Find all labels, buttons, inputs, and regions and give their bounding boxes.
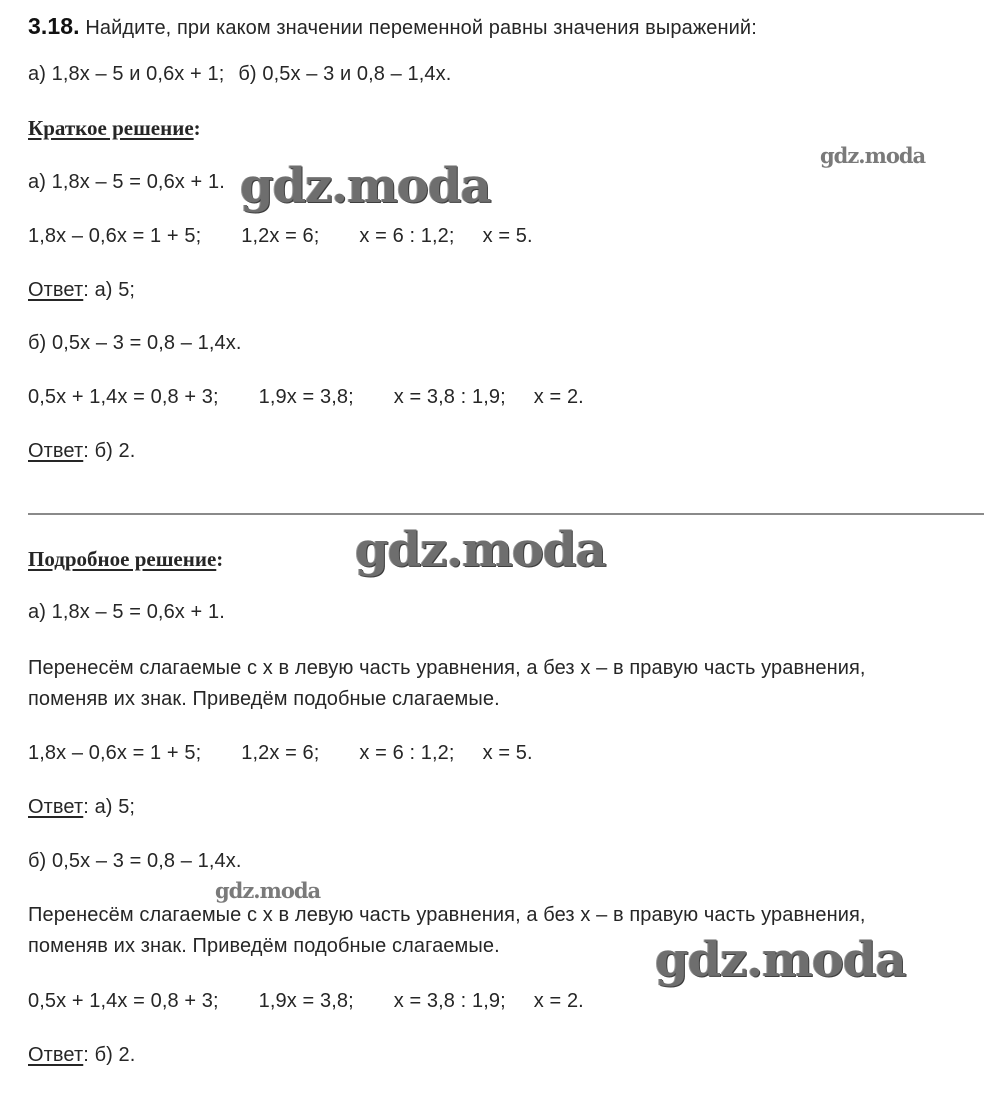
short-b-equation: б) 0,5x – 3 = 0,8 – 1,4x.	[28, 332, 242, 354]
step: 1,2x = 6;	[241, 742, 320, 764]
step: 1,8x – 0,6x = 1 + 5;	[28, 225, 202, 247]
answer-value: : а) 5;	[83, 279, 136, 301]
problem-part-b: б) 0,5x – 3 и 0,8 – 1,4x.	[238, 63, 452, 85]
short-b-steps	[28, 383, 584, 411]
detailed-b-answer	[28, 1041, 135, 1069]
short-solution-heading-text: Краткое решение	[28, 116, 194, 140]
step: x = 3,8 : 1,9;	[393, 386, 506, 408]
short-a-steps	[28, 222, 533, 250]
problem-part-a: а) 1,8x – 5 и 0,6x + 1;	[28, 63, 225, 85]
answer-value: : б) 2.	[83, 440, 136, 462]
answer-label: Ответ	[28, 279, 84, 301]
step: x = 6 : 1,2;	[359, 225, 455, 247]
detailed-explanation-line-4: поменяв их знак. Приведём подобные слагаемые.	[28, 935, 500, 957]
answer-value: : б) 2.	[83, 1044, 136, 1066]
section-divider	[28, 513, 984, 515]
detailed-solution-heading-text: Подробное решение	[28, 547, 217, 571]
answer-label: Ответ	[28, 1044, 84, 1066]
answer-value: : а) 5;	[83, 796, 136, 818]
step: x = 2.	[533, 990, 584, 1012]
step: 1,2x = 6;	[241, 225, 320, 247]
step: 1,9x = 3,8;	[258, 386, 354, 408]
step: x = 2.	[533, 386, 584, 408]
watermark: gdz.moda	[355, 522, 606, 578]
answer-label: Ответ	[28, 796, 84, 818]
short-a-answer	[28, 276, 135, 304]
problem-parts	[28, 60, 451, 88]
detailed-b-steps	[28, 987, 584, 1015]
step: 0,5x + 1,4x = 0,8 + 3;	[28, 386, 219, 408]
detailed-solution-heading	[28, 545, 223, 573]
detailed-explanation-line-3: Перенесём слагаемые с x в левую часть уравнения, а без x – в правую часть уравнения,	[28, 904, 866, 926]
detailed-a-equation: а) 1,8x – 5 = 0,6x + 1.	[28, 601, 225, 623]
short-solution-heading	[28, 114, 201, 142]
short-a-equation: а) 1,8x – 5 = 0,6x + 1.	[28, 171, 225, 193]
problem-statement-line	[28, 12, 757, 42]
step: 0,5x + 1,4x = 0,8 + 3;	[28, 990, 219, 1012]
step: x = 5.	[482, 225, 533, 247]
problem-number: 3.18.	[28, 13, 80, 39]
step: 1,8x – 0,6x = 1 + 5;	[28, 742, 202, 764]
heading-colon: :	[193, 116, 201, 140]
step: 1,9x = 3,8;	[258, 990, 354, 1012]
heading-colon: :	[216, 547, 224, 571]
watermark: gdz.moda	[215, 878, 321, 903]
detailed-a-steps	[28, 739, 533, 767]
detailed-b-equation: б) 0,5x – 3 = 0,8 – 1,4x.	[28, 850, 242, 872]
watermark: gdz.moda	[240, 158, 491, 214]
watermark: gdz.moda	[820, 143, 926, 168]
problem-statement: Найдите, при каком значении переменной равны значения выражений:	[85, 17, 757, 39]
step: x = 6 : 1,2;	[359, 742, 455, 764]
detailed-explanation-line-1: Перенесём слагаемые с x в левую часть уравнения, а без x – в правую часть уравнения,	[28, 657, 866, 679]
short-b-answer	[28, 437, 135, 465]
step: x = 5.	[482, 742, 533, 764]
watermark: gdz.moda	[655, 932, 906, 988]
answer-label: Ответ	[28, 440, 84, 462]
detailed-explanation-line-2: поменяв их знак. Приведём подобные слагаемые.	[28, 688, 500, 710]
detailed-a-answer	[28, 793, 135, 821]
step: x = 3,8 : 1,9;	[393, 990, 506, 1012]
